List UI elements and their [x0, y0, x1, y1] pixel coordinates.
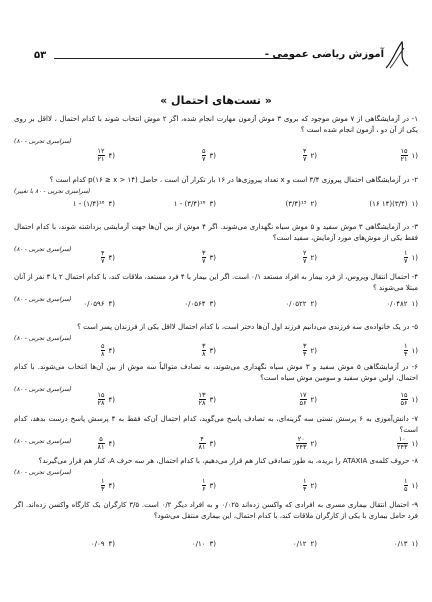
fraction-denominator: ۴	[404, 350, 408, 358]
option-number: ۳)	[209, 151, 216, 160]
answer-option-2[interactable]	[216, 250, 317, 265]
question-source: (سراسری تجربی - ۸۰)	[14, 246, 72, 253]
question-source: (سراسری تجربی - ۸۰ با تغییر)	[14, 188, 91, 195]
answer-option-3[interactable]	[115, 250, 216, 265]
fraction-numerator: ۲	[303, 249, 307, 257]
answer-options	[14, 250, 418, 265]
question-source: (سراسری تجربی - ۸۰)	[14, 469, 72, 476]
fraction-denominator: ۸۱	[97, 443, 105, 451]
answer-option-2[interactable]	[216, 343, 317, 358]
option-number: ۳)	[209, 300, 216, 308]
answer-option-4[interactable]	[14, 250, 115, 265]
answer-options	[14, 436, 418, 451]
answer-option-3[interactable]	[115, 478, 216, 493]
fraction-denominator: ۲۴۳	[397, 443, 408, 451]
answer-option-1[interactable]	[317, 250, 418, 265]
question-source: (سراسری تجربی - ۸۰)	[14, 438, 72, 445]
option-number: ۳)	[209, 253, 216, 262]
fraction-numerator: ۱	[404, 249, 408, 257]
answer-option-1[interactable]	[317, 478, 418, 493]
question-source: (سراسری تجربی - ۸۰)	[14, 335, 72, 342]
option-fraction	[98, 148, 105, 163]
option-fraction	[404, 343, 408, 358]
option-value: ۰/۱۰	[191, 540, 206, 548]
option-number: ۳)	[209, 439, 216, 448]
answer-option-1[interactable]	[317, 300, 418, 308]
option-number: ۴)	[108, 395, 115, 404]
fraction-denominator: ۴	[303, 350, 307, 358]
option-number: ۴)	[108, 151, 115, 160]
fraction-denominator: ۲۱	[400, 155, 408, 163]
answer-option-4[interactable]	[14, 436, 115, 451]
answer-options	[14, 343, 418, 358]
option-fraction	[98, 436, 105, 451]
fraction-numerator: ۴	[101, 249, 105, 257]
fraction-numerator: ۱۵	[400, 391, 408, 399]
fraction-numerator: ۱۷	[299, 391, 307, 399]
fraction-numerator: ۱۲	[97, 147, 105, 155]
fraction-numerator: ۲۰	[297, 435, 305, 443]
answer-option-2[interactable]	[216, 200, 317, 208]
option-number: ۲)	[310, 151, 317, 160]
option-number: ۱)	[411, 200, 418, 208]
answer-option-3[interactable]	[115, 540, 216, 548]
option-number: ۱)	[411, 540, 418, 548]
option-fraction	[303, 250, 307, 265]
option-number: ۲)	[310, 300, 317, 308]
option-number: ۴)	[108, 481, 115, 490]
header-divider	[54, 58, 294, 59]
page-number: ۵۳	[34, 50, 47, 61]
option-fraction	[101, 250, 105, 265]
answer-option-2[interactable]	[216, 436, 317, 451]
answer-option-2[interactable]	[216, 540, 317, 548]
option-fraction	[202, 148, 206, 163]
fraction-numerator: ۱۰	[398, 435, 406, 443]
option-value: ۰/۰۹	[90, 540, 105, 548]
answer-option-2[interactable]	[216, 148, 317, 163]
option-value: ۰/۰۵۶۴	[184, 300, 206, 308]
question-8	[14, 456, 418, 478]
answer-option-1[interactable]	[317, 148, 418, 163]
question-text: ۸- حروف کلمه‌ی ATAXIA را بریده، به طور تصادفی کنار هم قرار می‌دهیم، با کدام احتمال، هر سه حرف A، کنار هم قرار می‌گیرند؟	[38, 457, 418, 465]
option-fraction	[303, 343, 307, 358]
question-1	[14, 114, 418, 147]
fraction-numerator: ۱	[404, 477, 408, 485]
option-number: ۱)	[411, 439, 418, 448]
answer-option-1[interactable]	[317, 200, 418, 208]
question-text: ۴- احتمال انتقال ویروس، از فرد بیمار به افراد مستعد ۰/۱ است. اگر این بیمار با ۴ فرد مستعد، ملاقات کند، با کدام احتمال ۲ یا ۳ نفر از آنان مبتلا می‌شوند ؟	[14, 273, 419, 292]
fraction-numerator: ۴	[200, 435, 204, 443]
fraction-numerator: ۳	[303, 342, 307, 350]
option-number: ۲)	[310, 395, 317, 404]
answer-options	[14, 478, 418, 493]
option-number: ۱)	[411, 346, 418, 355]
option-number: ۲)	[310, 439, 317, 448]
option-number: ۱)	[411, 481, 418, 490]
option-number: ۲)	[310, 540, 317, 548]
option-fraction	[296, 436, 306, 451]
fraction-numerator: ۵	[101, 342, 105, 350]
answer-option-1[interactable]	[317, 343, 418, 358]
option-number: ۱)	[411, 395, 418, 404]
option-fraction	[300, 392, 307, 407]
option-fraction	[401, 392, 408, 407]
book-title: آموزش ریاضی عمومی -	[264, 49, 384, 60]
publisher-logo	[382, 38, 412, 72]
option-fraction	[404, 250, 408, 265]
question-source: (سراسری تجربی - ۸۰)	[14, 296, 72, 303]
question-5	[14, 322, 418, 344]
answer-option-3[interactable]	[115, 300, 216, 308]
answer-option-4[interactable]	[14, 148, 115, 163]
fraction-denominator: ۲۱	[97, 155, 105, 163]
option-fraction	[101, 343, 105, 358]
fraction-denominator: ۲۸	[97, 399, 105, 407]
option-number: ۲)	[310, 346, 317, 355]
option-number: ۳)	[209, 481, 216, 490]
option-fraction	[98, 392, 105, 407]
option-fraction	[202, 250, 206, 265]
option-number: ۲)	[310, 253, 317, 262]
question-text: ۲- در آزمایشگاهی احتمال پیروزی ۳/۴ است و x تعداد پیروزی‌ها در ۱۶ بار تکرار آن است ، حاصل p(۱۶ ≥ x > ۱۴) کدام است ؟	[49, 176, 418, 184]
answer-option-4[interactable]	[14, 392, 115, 407]
option-fraction	[199, 392, 206, 407]
option-number: ۳)	[209, 540, 216, 548]
option-value: (۱۶ ۱۴)(۳/۴)	[369, 200, 408, 208]
option-value: ۱ - (۳/۴)¹⁶	[173, 200, 206, 208]
question-source: (سراسری تجربی - ۸۰)	[14, 138, 72, 145]
fraction-numerator: ۱۵	[400, 147, 408, 155]
answer-options	[14, 392, 418, 407]
fraction-denominator: ۳	[101, 485, 105, 493]
answer-option-3[interactable]	[115, 436, 216, 451]
question-text: ۱- در آزمایشگاهی از ۷ موش موجود که بروی ۳ موش آزمون مهارت انجام شده، اگر ۲ موش انتخاب شوند با کدام احتمال ، لااقل بر روی یکی از آن دو ، آزمون انجام شده است ؟	[14, 115, 418, 134]
question-text: ۵- در یک خانواده‌ی سه فرزندی می‌دانیم فرزند اول آن‌ها دختر است، با کدام احتمال لااقل یکی از فرزندان پسر است ؟	[77, 323, 418, 331]
option-fraction	[303, 148, 307, 163]
fraction-denominator: ۷	[101, 257, 105, 265]
fraction-denominator: ۸	[101, 350, 105, 358]
option-number: ۴)	[108, 300, 115, 308]
answer-option-4[interactable]	[14, 540, 115, 548]
answer-option-4[interactable]	[14, 300, 115, 308]
fraction-numerator: ۱	[404, 342, 408, 350]
question-text: ۳- در آزمایشگاهی ۳ موش سفید و ۵ موش سیاه نگهداری می‌شوند. اگر ۴ موش از بین آن‌ها جهت آزمایشی برداشته شوند، با کدام احتمال فقط یکی از موش‌های مورد آزمایش، سفید است؟	[14, 223, 419, 242]
question-text: ۶- در آزمایشگاهی ۵ موش سفید و ۳ موش سیاه نگهداری می‌شوند، به تصادف متوالیاً سه موش از بین آن‌ها انتخاب می‌شوند. با کدام احتمال، اولین موش سفید و سومین موش سیاه است؟	[14, 363, 418, 382]
page-header	[20, 44, 412, 70]
option-number: ۴)	[108, 253, 115, 262]
option-fraction	[202, 478, 206, 493]
answer-options	[14, 300, 418, 308]
fraction-numerator: ۱	[303, 477, 307, 485]
section-title: « تست‌های احتمال »	[160, 94, 272, 107]
answer-option-2[interactable]	[216, 300, 317, 308]
fraction-denominator: ۷	[202, 257, 206, 265]
option-fraction	[404, 478, 408, 493]
question-6	[14, 362, 418, 395]
option-fraction	[401, 148, 408, 163]
option-value: ۰/۱۲	[292, 540, 307, 548]
fraction-numerator: ۱	[101, 477, 105, 485]
fraction-numerator: ۳	[202, 342, 206, 350]
fraction-denominator: ۸	[202, 350, 206, 358]
option-number: ۱)	[411, 253, 418, 262]
option-fraction	[199, 436, 206, 451]
question-source: (سراسری تجربی - ۸۰)	[14, 386, 72, 393]
fraction-denominator: ۵۶	[400, 399, 408, 407]
fraction-denominator: ۵	[404, 485, 408, 493]
option-number: ۳)	[209, 395, 216, 404]
fraction-denominator: ۷	[404, 257, 408, 265]
fraction-denominator: ۶	[202, 485, 206, 493]
fraction-denominator: ۵۶	[299, 399, 307, 407]
question-text: ۷- دانش‌آموزی به ۶ پرسش تستی سه گزینه‌ای، به تصادف پاسخ می‌گوید، کدام احتمال آن‌که فقط به ۴ پرسش پاسخ درست بدهد، کدام است؟	[14, 415, 418, 434]
option-number: ۱)	[411, 300, 418, 308]
fraction-denominator: ۲۴۳	[296, 443, 307, 451]
answer-option-4[interactable]	[14, 343, 115, 358]
question-2	[14, 175, 418, 197]
fraction-numerator: ۵	[99, 435, 103, 443]
fraction-numerator: ۵	[202, 147, 206, 155]
fraction-denominator: ۴	[303, 485, 307, 493]
fraction-numerator: ۱	[202, 477, 206, 485]
fraction-numerator: ۱۵	[97, 391, 105, 399]
answer-option-4[interactable]	[14, 200, 115, 208]
option-number: ۱)	[411, 151, 418, 160]
option-number: ۴)	[108, 200, 115, 208]
fraction-denominator: ۷	[202, 155, 206, 163]
fraction-denominator: ۷	[303, 155, 307, 163]
option-number: ۴)	[108, 439, 115, 448]
question-text: ۹- احتمال انتقال بیماری مسری به افرادی که واکسن زده‌اند ۰/۰۲۵ و به افراد دیگر ۰/۲ است. ۳/۵ کارگران یک کارگاه واکسن زده‌اند. اگر فرد حامل بیماری با یکی از کارگران ملاقات کند، با کدام احتمال، این بیماری منتقل می‌شود؟	[14, 501, 419, 520]
answer-option-3[interactable]	[115, 343, 216, 358]
fraction-numerator: ۱۳	[198, 391, 206, 399]
answer-option-1[interactable]	[317, 540, 418, 548]
option-number: ۲)	[310, 481, 317, 490]
option-fraction	[397, 436, 407, 451]
answer-option-2[interactable]	[216, 392, 317, 407]
answer-option-3[interactable]	[115, 148, 216, 163]
answer-option-1[interactable]	[317, 436, 418, 451]
answer-option-1[interactable]	[317, 392, 418, 407]
answer-options	[14, 540, 418, 548]
answer-options	[14, 148, 418, 163]
fraction-denominator: ۷	[303, 257, 307, 265]
option-number: ۳)	[209, 346, 216, 355]
answer-option-3[interactable]	[115, 200, 216, 208]
fraction-numerator: ۳	[202, 249, 206, 257]
option-number: ۲)	[310, 200, 317, 208]
answer-option-3[interactable]	[115, 392, 216, 407]
option-fraction	[202, 343, 206, 358]
answer-option-2[interactable]	[216, 478, 317, 493]
option-value: (۳/۴)¹⁵	[285, 200, 307, 208]
option-value: ۰/۰۴۸۲	[386, 300, 408, 308]
option-fraction	[101, 478, 105, 493]
option-number: ۴)	[108, 540, 115, 548]
fraction-numerator: ۴	[303, 147, 307, 155]
answer-options	[14, 200, 418, 208]
option-number: ۳)	[209, 200, 216, 208]
question-9	[14, 500, 418, 522]
answer-option-4[interactable]	[14, 478, 115, 493]
option-number: ۴)	[108, 346, 115, 355]
fraction-denominator: ۲۸	[198, 399, 206, 407]
fraction-denominator: ۸۱	[198, 443, 206, 451]
option-fraction	[303, 478, 307, 493]
option-value: ۰/۰۵۲۲	[285, 300, 307, 308]
option-value: ۱ - (۱/۴)¹⁶	[72, 200, 105, 208]
option-value: ۰/۰۵۹۶	[83, 300, 105, 308]
option-value: ۰/۱۳	[393, 540, 408, 548]
